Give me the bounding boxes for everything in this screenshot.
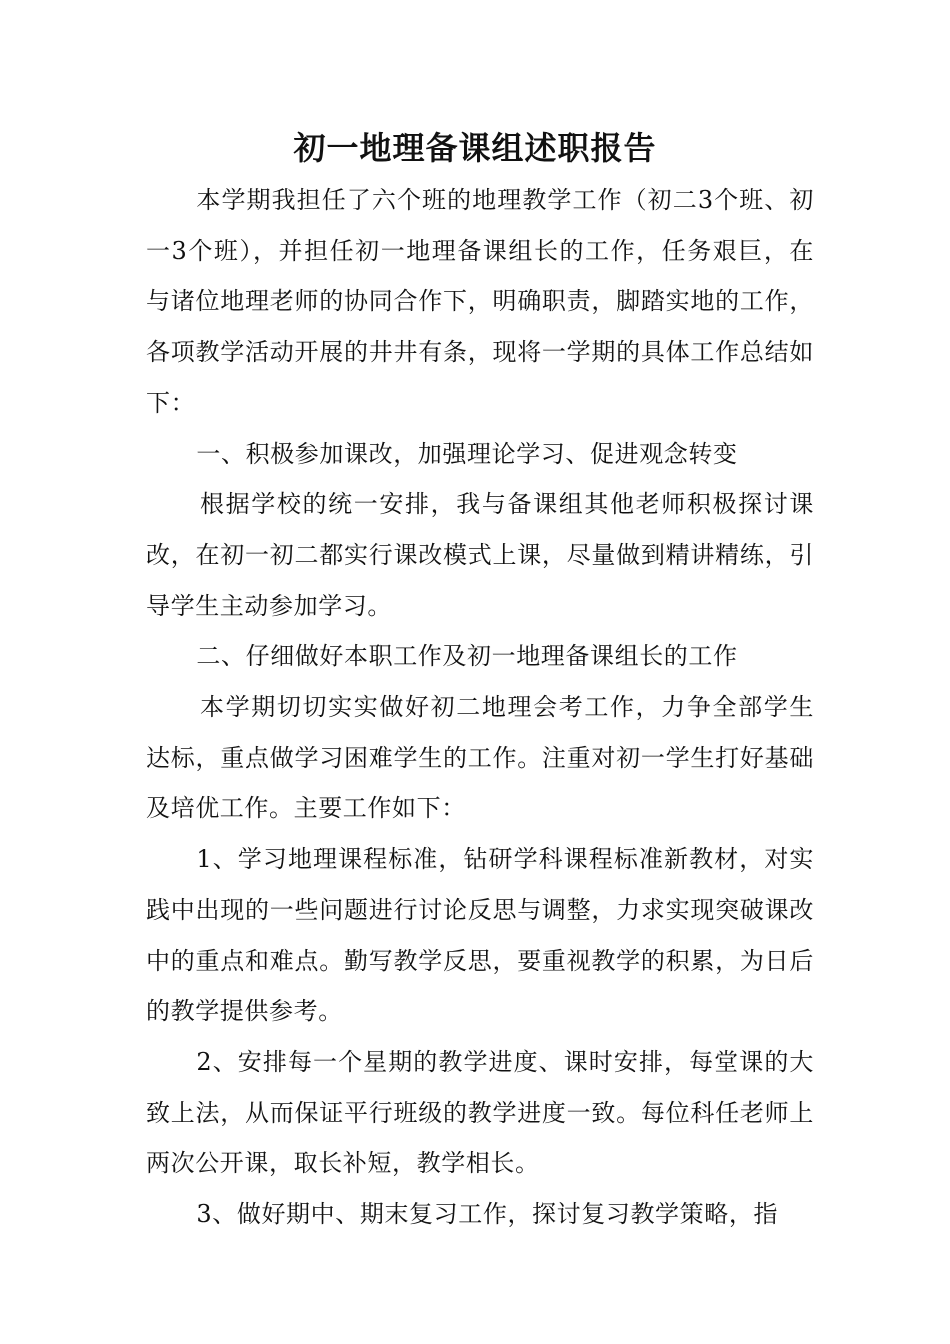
section-heading-1: 一、积极参加课改，加强理论学习、促进观念转变: [196, 439, 738, 468]
document-title: 初一地理备课组述职报告: [293, 129, 657, 167]
paragraph-section-2: 本学期切切实实做好初二地理会考工作，力争全部学生达标，重点做学习困难学生的工作。注重对初一学生打好基础及培优工作。主要工作如下：: [146, 693, 814, 823]
paragraph-section-1: 根据学校的统一安排，我与备课组其他老师积极探讨课改，在初一初二都实行课改模式上课，尽量做到精讲精练，引导学生主动参加学习。: [146, 490, 814, 620]
list-item-2: 2、安排每一个星期的教学进度、课时安排，每堂课的大致上法，从而保证平行班级的教学进度一致。每位科任老师上两次公开课，取长补短，教学相长。: [146, 1047, 814, 1178]
paragraph-intro: 本学期我担任了六个班的地理教学工作（初二3个班、初一3个班），并担任初一地理备课组长的工作，任务艰巨，在与诸位地理老师的协同合作下，明确职责，脚踏实地的工作，各项教学活动开展的井井有条，现将一学期的具体工作总结如下：: [146, 186, 814, 417]
list-item-1: 1、学习地理课程标准，钻研学科课程标准新教材，对实践中出现的一些问题进行讨论反思与调整，力求实现突破课改中的重点和难点。勤写教学反思，要重视教学的积累，为日后的教学提供参考。: [146, 845, 814, 1026]
list-item-3: 3、做好期中、期末复习工作，探讨复习教学策略，指: [196, 1200, 779, 1229]
section-heading-2: 二、仔细做好本职工作及初一地理备课组长的工作: [196, 642, 738, 671]
document-body: [146, 175, 814, 1240]
